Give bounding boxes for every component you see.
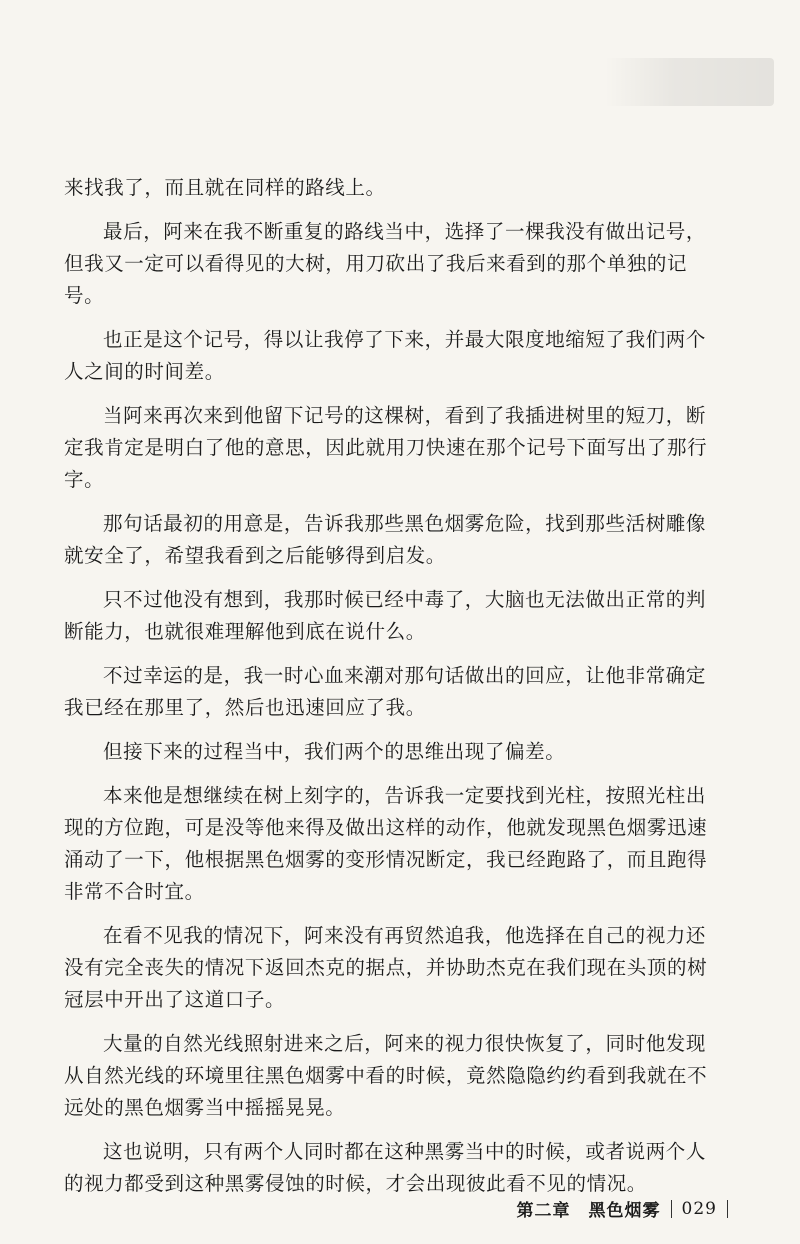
body-text [64, 172, 724, 1212]
paragraph: 也正是这个记号，得以让我停了下来，并最大限度地缩短了我们两个人之间的时间差。 [64, 328, 707, 383]
paragraph: 不过幸运的是，我一时心血来潮对那句话做出的回应，让他非常确定我已经在那里了，然后也迅速回应了我。 [64, 664, 707, 719]
paragraph: 这也说明，只有两个人同时都在这种黑雾当中的时候，或者说两个人的视力都受到这种黑雾侵蚀的时候，才会出现彼此看不见的情况。 [64, 1140, 707, 1195]
paragraph: 当阿来再次来到他留下记号的这棵树，看到了我插进树里的短刀，断定我肯定是明白了他的意思，因此就用刀快速在那个记号下面写出了那行字。 [64, 404, 708, 491]
paragraph: 在看不见我的情况下，阿来没有再贸然追我，他选择在自己的视力还没有完全丧失的情况下返回杰克的据点，并协助杰克在我们现在头顶的树冠层中开出了这道口子。 [64, 924, 708, 1011]
footer-divider-left [671, 1200, 672, 1218]
paragraph: 最后，阿来在我不断重复的路线当中，选择了一棵我没有做出记号，但我又一定可以看得见的大树，用刀砍出了我后来看到的那个单独的记号。 [64, 220, 707, 307]
paragraph: 但接下来的过程当中，我们两个的思维出现了偏差。 [103, 740, 566, 763]
paragraph: 本来他是想继续在树上刻字的，告诉我一定要找到光柱，按照光柱出现的方位跑，可是没等他来得及做出这样的动作，他就发现黑色烟雾迅速涌动了一下，他根据黑色烟雾的变形情况断定，我已经跑路了，而且跑得非常不合时宜。 [64, 784, 708, 903]
paragraph: 大量的自然光线照射进来之后，阿来的视力很快恢复了，同时他发现从自然光线的环境里往黑色烟雾中看的时候，竟然隐隐约约看到我就在不远处的黑色烟雾当中摇摇晃晃。 [64, 1032, 708, 1119]
page-footer [517, 1196, 728, 1221]
page-number: 029 [681, 1198, 717, 1219]
bleed-through-shadow [604, 58, 774, 106]
footer-divider-right [727, 1200, 728, 1218]
paragraph: 来找我了，而且就在同样的路线上。 [64, 176, 386, 199]
chapter-title: 第二章 黑色烟雾 [516, 1201, 661, 1221]
paragraph: 那句话最初的用意是，告诉我那些黑色烟雾危险，找到那些活树雕像就安全了，希望我看到之后能够得到启发。 [64, 512, 707, 567]
paragraph: 只不过他没有想到，我那时候已经中毒了，大脑也无法做出正常的判断能力，也就很难理解他到底在说什么。 [64, 588, 707, 643]
